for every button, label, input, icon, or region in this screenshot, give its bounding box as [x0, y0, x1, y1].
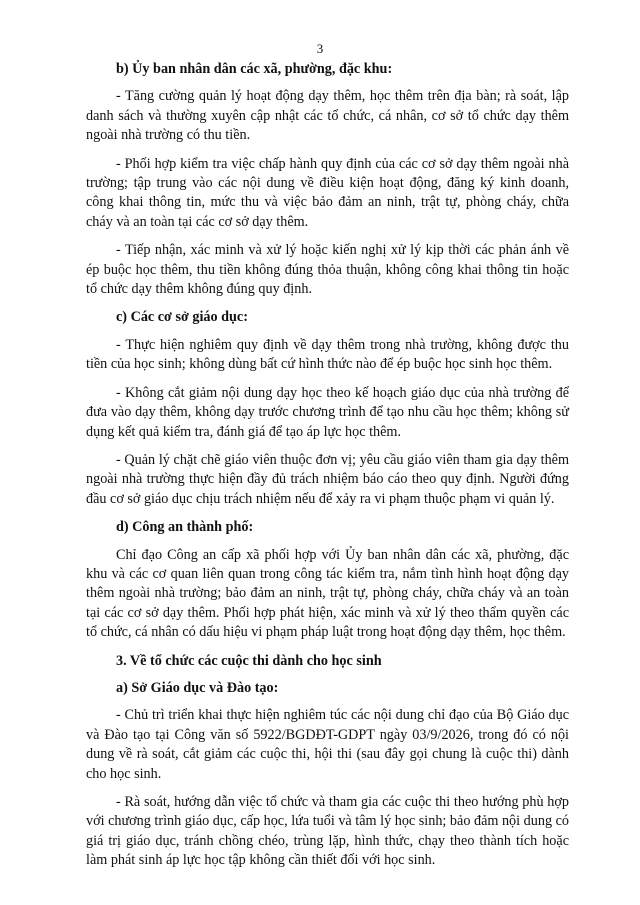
- heading-so-gddt: a) Sở Giáo dục và Đào tạo:: [116, 679, 279, 696]
- paragraph: - Thực hiện nghiêm quy định về dạy thêm trong nhà trường, không được thu tiền của học sinh; không dùng bất cứ hình thức nào để ép buộc học sinh học thêm.: [86, 336, 569, 373]
- heading-cong-an: d) Công an thành phố:: [116, 519, 254, 536]
- paragraph: - Rà soát, hướng dẫn việc tổ chức và tham gia các cuộc thi theo hướng phù hợp với chương trình giáo dục, cấp học, lứa tuổi và tâm lý học sinh; bảo đảm nội dung có giá trị giáo dục, tránh chồng chéo, trùng lặp, hình thức, chạy theo thành tích hoặc làm phát sinh áp lực học tập không cần thiết đối với học sinh.: [86, 794, 569, 869]
- page-number: 3: [316, 41, 324, 56]
- paragraph: - Quản lý chặt chẽ giáo viên thuộc đơn vị; yêu cầu giáo viên tham gia dạy thêm ngoài nhà trường thực hiện đầy đủ trách nhiệm báo cáo theo quy định. Người đứng đầu cơ sở giáo dục chịu trách nhiệm nếu để xảy ra vi phạm thuộc phạm vi quản lý.: [86, 451, 569, 507]
- paragraph: Chỉ đạo Công an cấp xã phối hợp với Ủy ban nhân dân các xã, phường, đặc khu và các cơ quan liên quan trong công tác kiểm tra, nắm tình hình hoạt động dạy thêm ngoài nhà trường; bảo đảm an ninh, trật tự, phòng cháy, chữa cháy và an toàn tại các cơ sở dạy thêm. Phối hợp phát hiện, xác minh và xử lý theo thẩm quyền các tổ chức, cá nhân có dấu hiệu vi phạm pháp luật trong hoạt động dạy thêm, học thêm.: [86, 546, 569, 641]
- heading-ubnd: b) Ủy ban nhân dân các xã, phường, đặc khu:: [116, 61, 393, 77]
- paragraph: - Tiếp nhận, xác minh và xử lý hoặc kiến nghị xử lý kịp thời các phản ánh về ép buộc học thêm, thu tiền không đúng thỏa thuận, không công khai thông tin hoặc tổ chức dạy thêm không đúng quy định.: [86, 242, 569, 298]
- paragraph: - Tăng cường quản lý hoạt động dạy thêm, học thêm trên địa bàn; rà soát, lập danh sách và thường xuyên cập nhật các tổ chức, cá nhân, cơ sở tổ chức dạy thêm ngoài nhà trường có thu tiền.: [86, 88, 569, 144]
- heading-co-so-giao-duc: c) Các cơ sở giáo dục:: [116, 309, 248, 326]
- paragraph: - Chủ trì triển khai thực hiện nghiêm túc các nội dung chỉ đạo của Bộ Giáo dục và Đào tạo tại Công văn số 5922/BGDĐT-GDPT ngày 03/9/2026, trong đó có nội dung về rà soát, cắt giảm các cuộc thi, hội thi (sau đây gọi chung là cuộc thi) dành cho học sinh.: [86, 707, 569, 782]
- page-body: [86, 60, 569, 880]
- paragraph: - Phối hợp kiểm tra việc chấp hành quy định của các cơ sở dạy thêm ngoài nhà trường; tập trung vào các nội dung về điều kiện hoạt động, đăng ký kinh doanh, công khai thông tin, mức thu và việc bảo đảm an ninh, trật tự, phòng cháy, chữa cháy và an toàn tại các cơ sở dạy thêm.: [86, 155, 569, 230]
- paragraph: - Không cắt giảm nội dung dạy học theo kế hoạch giáo dục của nhà trường để đưa vào dạy thêm, không dạy trước chương trình để tạo nhu cầu học thêm; không sử dụng kết quả kiểm tra, đánh giá để tạo áp lực học thêm.: [86, 384, 569, 440]
- section-heading-cuoc-thi: 3. Về tổ chức các cuộc thi dành cho học sinh: [116, 652, 382, 669]
